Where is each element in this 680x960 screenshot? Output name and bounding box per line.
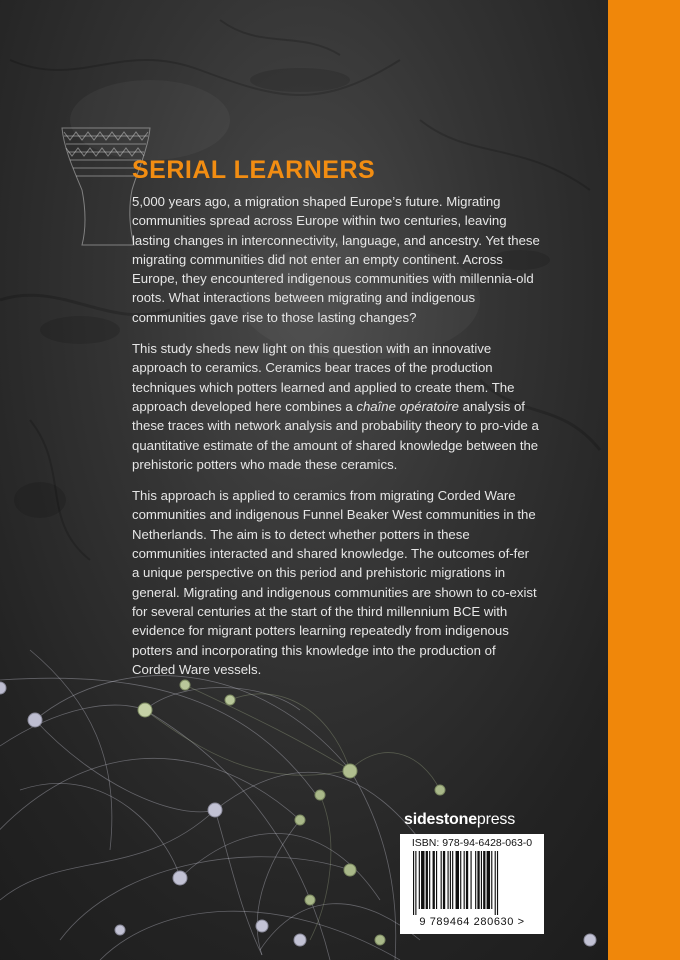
barcode-bar — [495, 851, 496, 915]
barcode-bars — [411, 851, 539, 915]
blurb-paragraph-2-end: analysis of these traces with network analysis and probability theory to pro-vide a quantitative estimate of the amount of shared knowledge between the prehistoric potters who made these ceramics. — [132, 398, 539, 472]
barcode-bar — [415, 851, 416, 915]
barcode-bar — [456, 851, 459, 909]
barcode-bar — [448, 851, 449, 909]
barcode-bar — [436, 851, 437, 909]
barcode-bar — [419, 851, 420, 909]
barcode-bar — [497, 851, 498, 915]
blurb-paragraph-2 — [132, 339, 540, 474]
publisher-logo — [404, 811, 515, 829]
publisher-name-bold: sidestone — [404, 811, 477, 828]
orange-spine-strip — [608, 0, 680, 960]
barcode-bar — [471, 851, 472, 909]
barcode-bar — [421, 851, 424, 909]
barcode-bar — [481, 851, 482, 909]
barcode-bar — [450, 851, 451, 909]
barcode-bar — [426, 851, 428, 909]
book-title: SERIAL LEARNERS — [132, 156, 376, 184]
blurb-paragraph-1: 5,000 years ago, a migration shaped Europe’s future. Migrating communities spread across Europe within two centuries, leaving lasting changes in interconnectivity, language, and ancestry. Yet these migrating communities did not enter an empty continent. Across Europe, they encountered indigenous communities with millennia-old roots. What interactions between migrating and indigenous communities gave rise to those lasting changes? — [132, 194, 540, 325]
barcode-bar — [475, 851, 476, 909]
barcode-bar — [487, 851, 490, 909]
barcode-bar — [433, 851, 435, 909]
publisher-name-regular: press — [476, 811, 516, 828]
barcode-bar — [464, 851, 465, 909]
barcode-bar — [443, 851, 445, 909]
barcode-bar — [460, 851, 461, 909]
blurb-paragraph-3: This approach is applied to ceramics from migrating Corded Ware communities and indigenous Funnel Beaker West communities in the Netherlands. The aim is to detect whether potters in these communities interacted and shared knowledge. The outcomes of-fer a unique perspective on this period and prehistoric migrations in general. Migrating and indigenous communities are shown to co-exist for several centuries at the start of the third millennium BCE with evidence for migrant potters learning repeatedly from indigenous potters and incorporating this knowledge into the production of Corded Ware vessels. — [132, 488, 537, 677]
barcode-bar — [466, 851, 468, 909]
blurb-paragraph-2-start: This study sheds new light on this question with an innovative approach to ceramics. Ceramics bear traces of the production techniques which potters learned and applied to create them. The approach developed here combines a — [132, 341, 515, 414]
blurb — [132, 192, 540, 691]
barcode-bar — [491, 851, 492, 909]
barcode-bar — [477, 851, 479, 909]
barcode-bar — [483, 851, 485, 909]
barcode-bar — [452, 851, 453, 909]
barcode-bar — [429, 851, 430, 909]
barcode-bar — [413, 851, 414, 915]
barcode-bar — [441, 851, 442, 909]
chaine-operatoire-term: chaîne opératoire — [356, 398, 459, 414]
barcode-digits: 9 789464 280630 > — [419, 916, 525, 928]
barcode-label — [400, 834, 544, 934]
isbn-text: ISBN: 978-94-6428-063-0 — [411, 837, 533, 849]
